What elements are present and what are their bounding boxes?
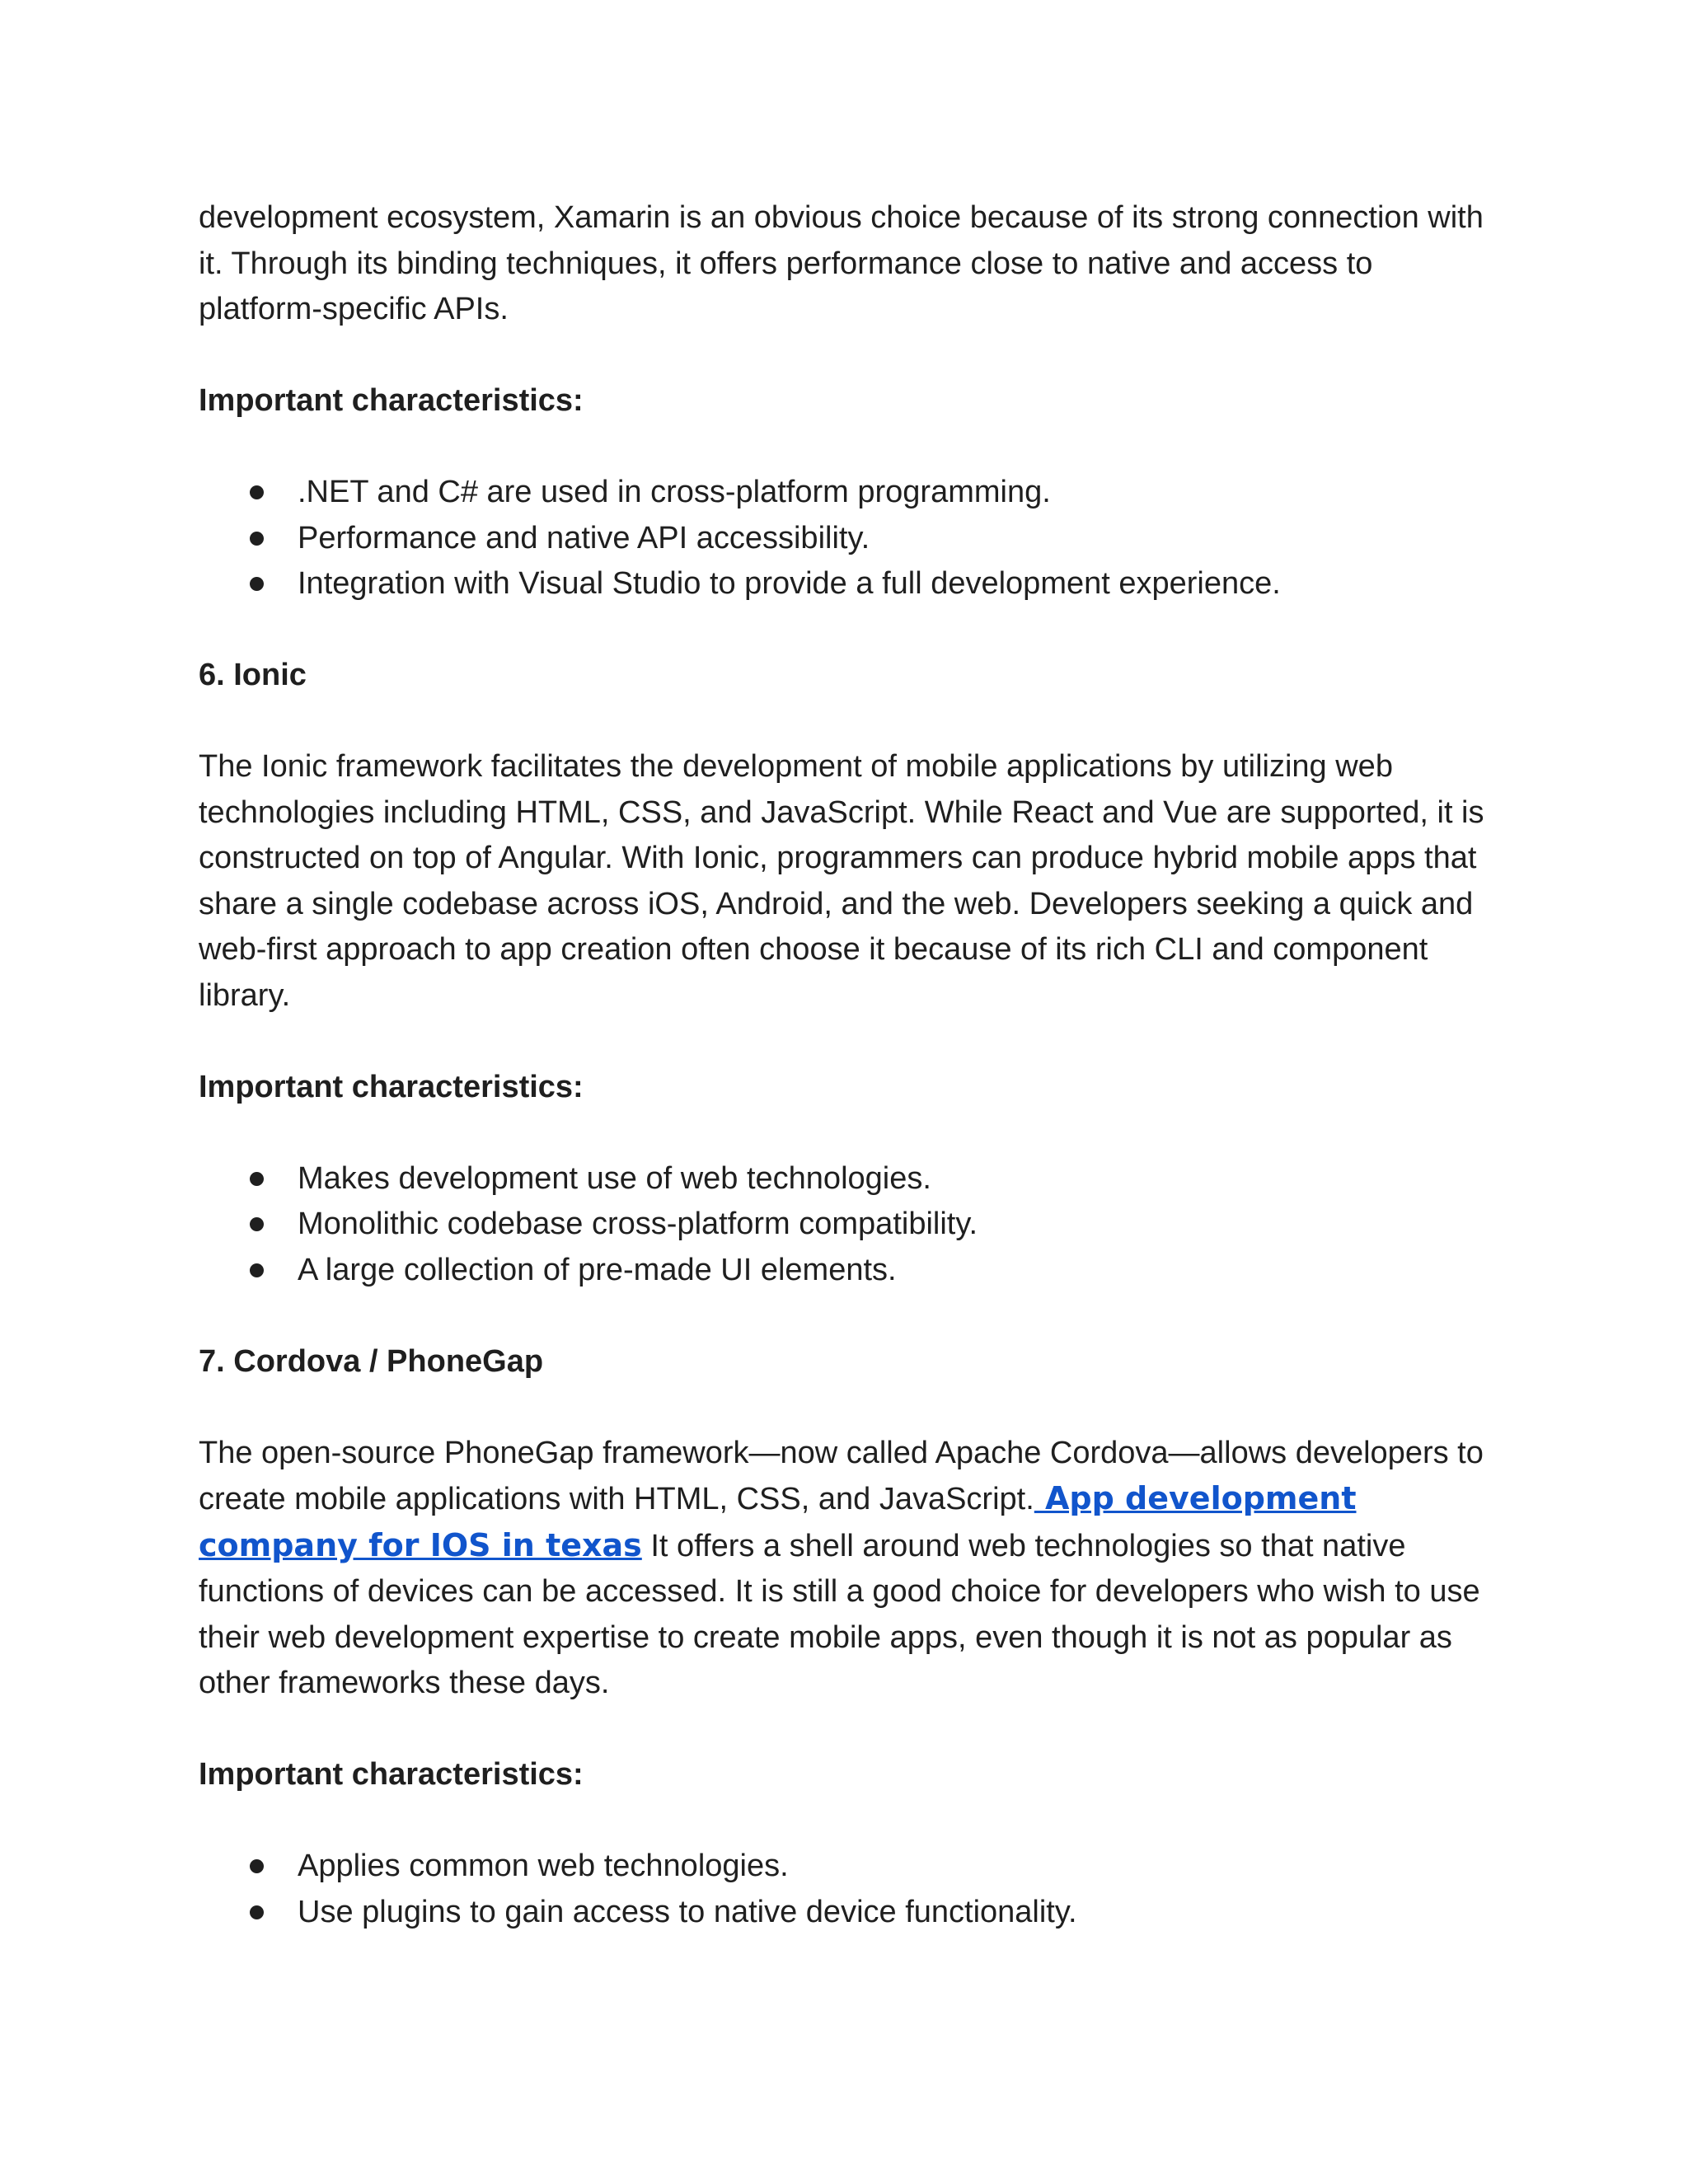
app-development-company-link[interactable]: App development company for IOS in texas (199, 1480, 1357, 1563)
list-item-text: Monolithic codebase cross-platform compatibility. (298, 1207, 978, 1241)
xamarin-characteristics-list (199, 470, 1493, 607)
list-item-text: Performance and native API accessibility. (298, 520, 870, 555)
bullet-icon (250, 1217, 264, 1231)
list-item (199, 561, 1493, 607)
bullet-icon (250, 577, 264, 591)
list-item (199, 516, 1493, 562)
bullet-icon (250, 1905, 264, 1919)
list-item-text: .NET and C# are used in cross-platform programming. (298, 475, 1051, 509)
ionic-characteristics-heading: Important characteristics: (199, 1069, 584, 1104)
cordova-paragraph-end: It offers a shell around web technologies so that native functions of devices can be accessed. It is still a good choice for developers who wish to use their web development expertise to create mobile apps, even though it is not as popular as other frameworks these days. (199, 1528, 1480, 1700)
list-item (199, 1844, 1493, 1890)
bullet-icon (250, 1172, 264, 1186)
list-item-text: Integration with Visual Studio to provide a full development experience. (298, 566, 1281, 601)
list-item-text: Use plugins to gain access to native device functionality. (298, 1894, 1077, 1929)
bullet-icon (250, 1859, 264, 1873)
cordova-characteristics-heading: Important characteristics: (199, 1757, 584, 1792)
list-item-text: Applies common web technologies. (298, 1849, 789, 1883)
list-item (199, 1248, 1493, 1294)
ionic-characteristics-list (199, 1156, 1493, 1294)
list-item (199, 1202, 1493, 1248)
xamarin-characteristics-heading: Important characteristics: (199, 383, 584, 418)
list-item-text: A large collection of pre-made UI elements. (298, 1252, 897, 1287)
ionic-paragraph: The Ionic framework facilitates the development of mobile applications by utilizing web technologies including HTML, CSS, and JavaScript. While React and Vue are supported, it is constructed on top of Angular. With Ionic, programmers can produce hybrid mobile apps that share a single codebase across iOS, Android, and the web. Developers seeking a quick and web-first approach to app creation often choose it because of its rich CLI and component library. (199, 749, 1484, 1013)
cordova-heading: 7. Cordova / PhoneGap (199, 1343, 544, 1379)
ionic-heading: 6. Ionic (199, 658, 307, 692)
list-item (199, 470, 1493, 516)
bullet-icon (250, 485, 264, 499)
document-page (199, 195, 1493, 1935)
list-item (199, 1890, 1493, 1936)
bullet-icon (250, 1263, 264, 1277)
list-item-text: Makes development use of web technologies. (298, 1160, 931, 1196)
cordova-characteristics-list (199, 1844, 1493, 1935)
cordova-paragraph (199, 1431, 1493, 1707)
cordova-paragraph-start: The open-source PhoneGap framework—now called Apache Cordova—allows developers to create mobile applications with HTML, CSS, and JavaScript. (199, 1435, 1484, 1516)
list-item (199, 1156, 1493, 1202)
intro-paragraph: development ecosystem, Xamarin is an obvious choice because of its strong connection with it. Through its binding techniques, it offers performance close to native and access to platform-specific APIs. (199, 200, 1484, 326)
bullet-icon (250, 532, 264, 546)
